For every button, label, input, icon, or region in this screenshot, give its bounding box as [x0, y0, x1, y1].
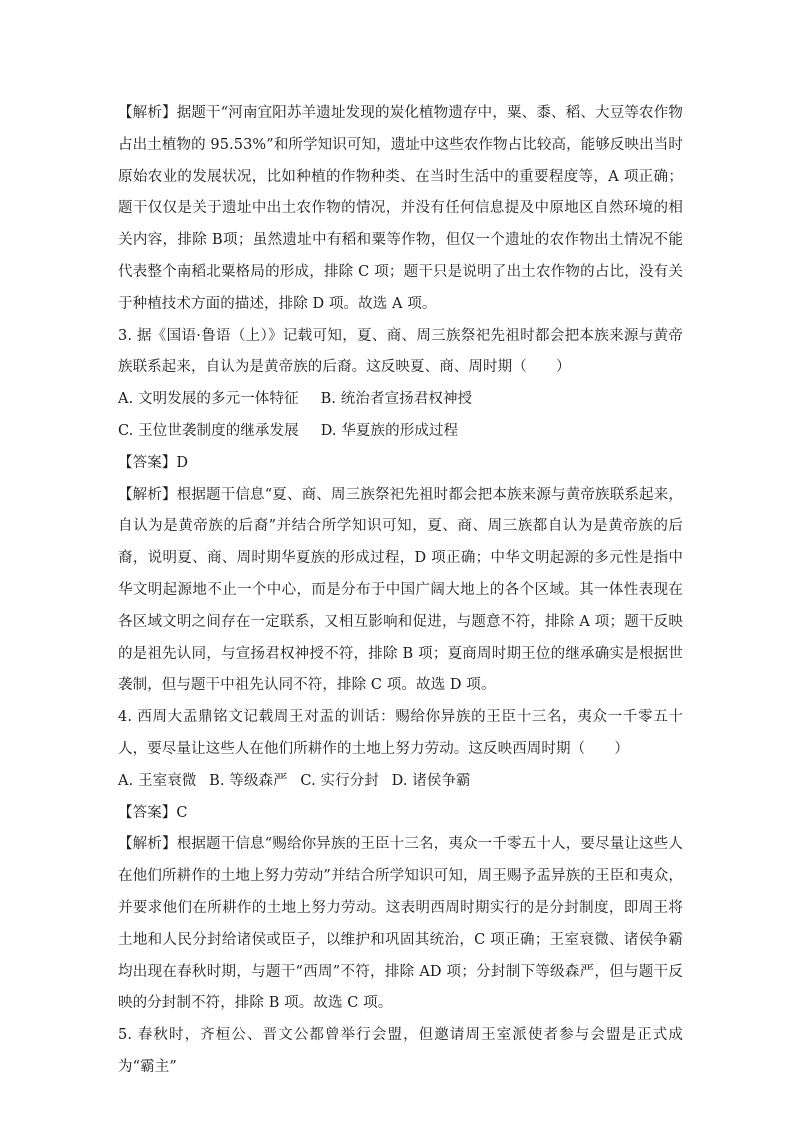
answer-q3: 【答案】D — [118, 454, 189, 471]
analysis-text: 根据题干信息“夏、商、周三族祭祀先祖时都会把本族来源与黄帝族联系起来，自认为是黄帝族的后裔”并结合所学知识可知，夏、商、周三族都自认为是黄帝族的后裔，说明夏、商、周时期华夏族的形成过程，D 项正确；中华文明起源的多元性是指中华文明起源地不止一个中心，而是分布于中国广阔大地上的各个区域。其一体性表现在各区域文明之间存在一定联系，又相互影响和促进，与题意不符，排除 A 项；题干反映的是祖先认同，与宣扬君权神授不符，排除 B 项；夏商周时期王位的继承确实是根据世袭制，但与题干中祖先认同不符，排除 C 项。故选 D 项。 — [118, 486, 683, 694]
option-a: A. 文明发展的多元一体特征 — [118, 391, 299, 408]
option-b: B. 等级森严 — [209, 772, 288, 789]
page-content — [118, 98, 683, 1084]
analysis-paragraph-q3 — [118, 480, 683, 703]
option-c: C. 王位世袭制度的继承发展 — [118, 422, 299, 439]
question-3-options-row-1 — [118, 384, 683, 416]
analysis-label: 【解析】 — [118, 486, 177, 503]
question-3: 3. 据《国语·鲁语（上）》记载可知，夏、商、周三族祭祀先祖时都会把本族来源与黄帝族联系起来，自认为是黄帝族的后裔。这反映夏、商、周时期（ ） — [118, 327, 683, 376]
question-4: 4. 西周大盂鼎铭文记载周王对盂的训话：赐给你异族的王臣十三名，夷众一千零五十人，要尽量让这些人在他们所耕作的土地上努力劳动。这反映西周时期（ ） — [118, 709, 683, 757]
analysis-label: 【解析】 — [118, 836, 177, 853]
option-d: D. 诸侯争霸 — [391, 772, 471, 789]
analysis-paragraph-q4 — [118, 829, 683, 1020]
option-b: B. 统治者宣扬君权神授 — [320, 391, 473, 408]
analysis-text: 据题干“河南宜阳苏羊遗址发现的炭化植物遗存中，粟、黍、稻、大豆等农作物占出土植物的 95.53%”和所学知识可知，遗址中这些农作物占比较高，能够反映出当时原始农业的发展状况，比如种植的作物种类、在当时生活中的重要程度等，A 项正确；题干仅仅是关于遗址中出土农作物的情况，并没有任何信息提及中原地区自然环境的相关内容，排除 B项；虽然遗址中有稻和粟等作物，但仅一个遗址的农作物出土情况不能代表整个南稻北粟格局的形成，排除 C 项；题干只是说明了出土农作物的占比，没有关于种植技术方面的描述，排除 D 项。故选 A 项。 — [118, 105, 683, 312]
analysis-text: 根据题干信息“赐给你异族的王臣十三名，夷众一千零五十人，要尽量让这些人在他们所耕作的土地上努力劳动”并结合所学知识可知，周王赐予盂异族的王臣和夷众，并要求他们在所耕作的土地上努力劳动。这表明西周时期实行的是分封制度，即周王将土地和人民分封给诸侯或臣子，以维护和巩固其统治，C 项正确；王室衰微、诸侯争霸均出现在春秋时期，与题干“西周”不符，排除 AD 项；分封制下等级森严，但与题干反映的分封制不符，排除 B 项。故选 C 项。 — [118, 836, 683, 1012]
analysis-paragraph-q2 — [118, 98, 683, 321]
analysis-label: 【解析】 — [118, 105, 177, 121]
answer-q4: 【答案】C — [118, 804, 188, 821]
option-d: D. 华夏族的形成过程 — [320, 422, 459, 439]
option-a: A. 王室衰微 — [118, 772, 197, 789]
option-c: C. 实行分封 — [300, 772, 379, 789]
question-5: 5. 春秋时，齐桓公、晋文公都曾举行会盟，但邀请周王室派使者参与会盟是正式成为“霸主” — [118, 1027, 683, 1075]
question-3-options-row-2 — [118, 416, 683, 448]
question-4-options — [118, 766, 683, 798]
